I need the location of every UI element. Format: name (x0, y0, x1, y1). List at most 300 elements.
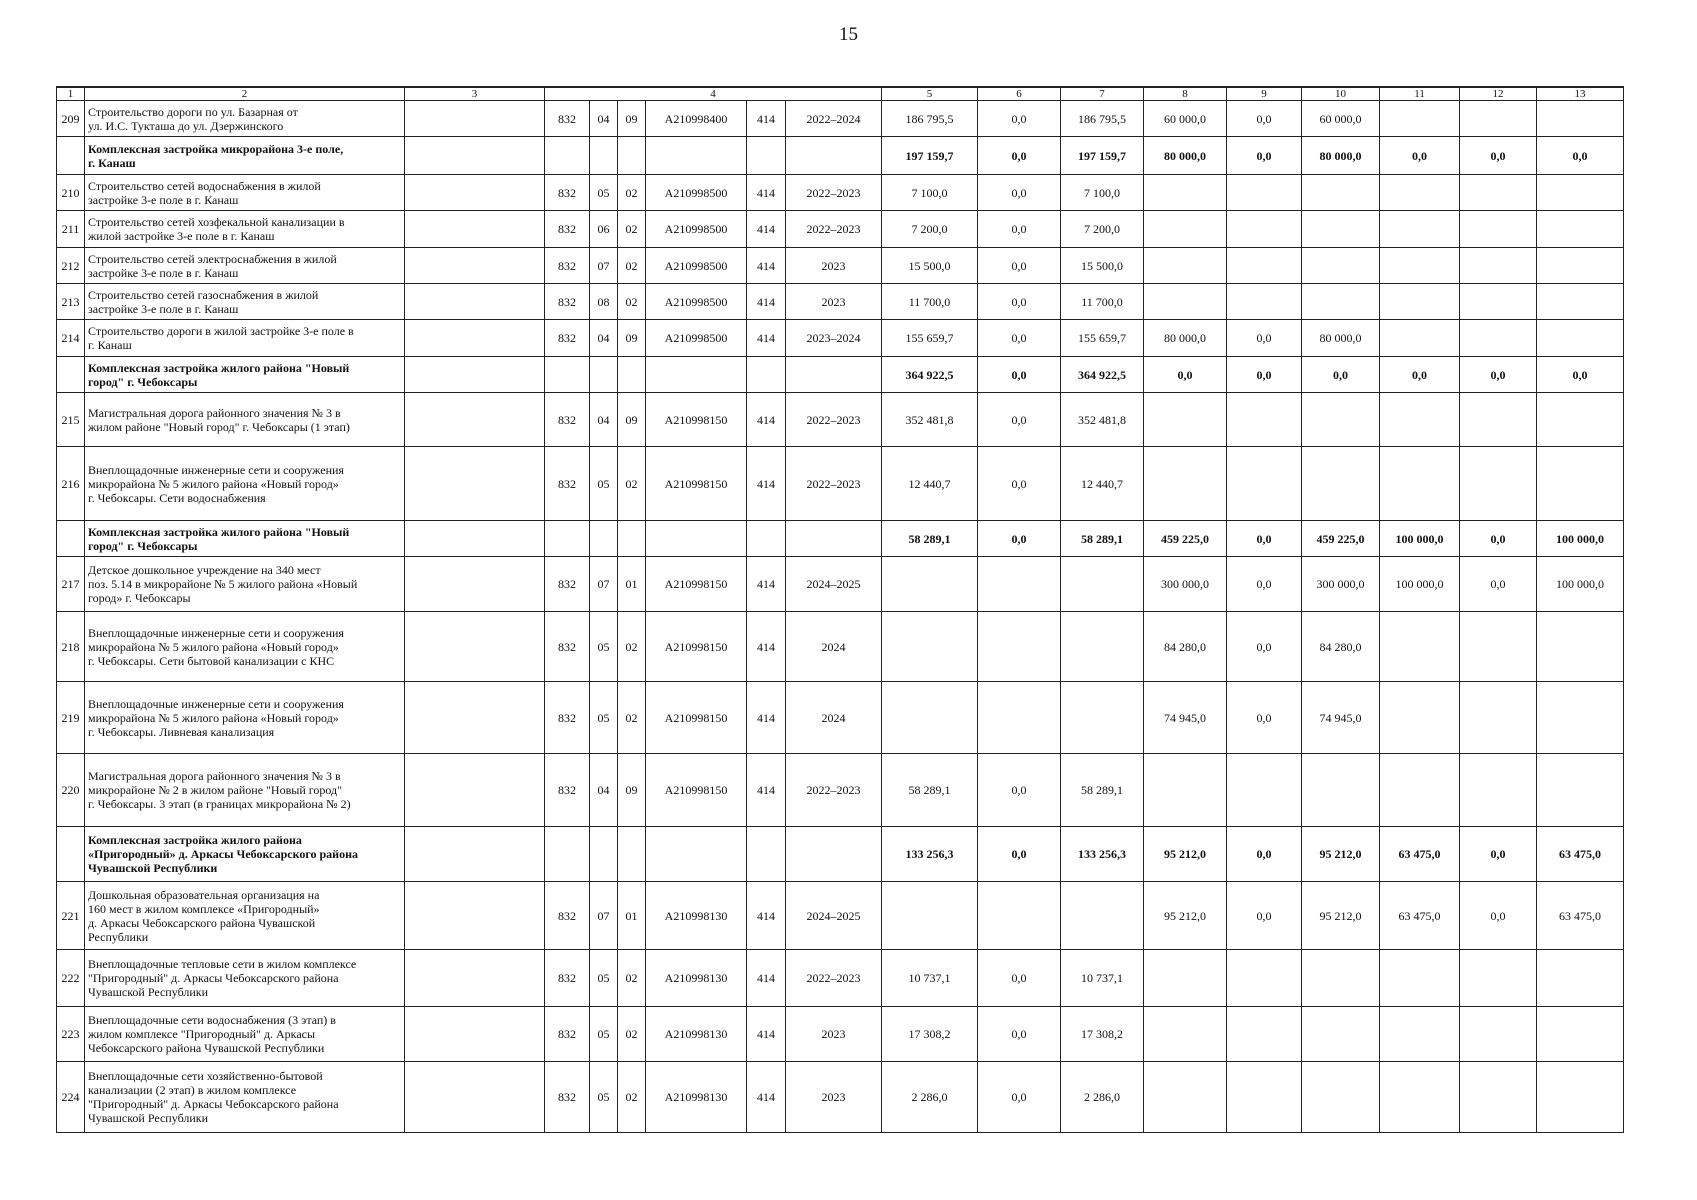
row-value-9 (1144, 248, 1227, 284)
row-code-target: А210998500 (646, 320, 747, 357)
row-value-13: 0,0 (1460, 137, 1537, 175)
row-value-10: 0,0 (1227, 137, 1302, 175)
row-value-8: 364 922,5 (1061, 357, 1144, 393)
row-description: Внеплощадочные инженерные сети и сооружения микрорайона № 5 жилого района «Новый город» г. Чебоксары. Сети водоснабжения (85, 447, 405, 521)
row-value-10: 0,0 (1227, 827, 1302, 882)
row-number: 220 (57, 754, 85, 827)
row-code-subsection: 02 (618, 248, 646, 284)
row-code-target: А210998500 (646, 248, 747, 284)
row-value-6 (882, 682, 978, 754)
row-code-target: А210998500 (646, 284, 747, 320)
row-value-12 (1380, 211, 1460, 248)
row-code-expense: 414 (747, 882, 786, 950)
row-number: 219 (57, 682, 85, 754)
row-description: Комплексная застройка микрорайона 3-е поле, г. Канаш (85, 137, 405, 175)
row-code-subsection (618, 521, 646, 557)
row-value-7: 0,0 (978, 101, 1061, 137)
table-row (57, 447, 1624, 521)
row-value-12 (1380, 1062, 1460, 1133)
row-code-section: 04 (590, 101, 618, 137)
row-value-7: 0,0 (978, 357, 1061, 393)
row-value-14 (1537, 682, 1624, 754)
row-value-7: 0,0 (978, 393, 1061, 447)
row-years: 2023 (786, 1062, 882, 1133)
row-code-ministry: 832 (545, 447, 590, 521)
row-description: Магистральная дорога районного значения № 3 в жилом районе "Новый город" г. Чебоксары (1 этап) (85, 393, 405, 447)
row-value-11 (1302, 1007, 1380, 1062)
row-value-13 (1460, 320, 1537, 357)
row-value-10 (1227, 284, 1302, 320)
row-value-14 (1537, 1007, 1624, 1062)
row-years: 2022–2023 (786, 754, 882, 827)
row-col3 (405, 612, 545, 682)
row-code-section (590, 521, 618, 557)
row-description: Строительство дороги по ул. Базарная от ул. И.С. Тукташа до ул. Дзержинского (85, 101, 405, 137)
row-col3 (405, 137, 545, 175)
row-years: 2023 (786, 284, 882, 320)
row-value-12 (1380, 393, 1460, 447)
row-code-subsection: 02 (618, 211, 646, 248)
row-value-6: 7 100,0 (882, 175, 978, 211)
row-code-expense: 414 (747, 447, 786, 521)
row-value-13 (1460, 1007, 1537, 1062)
row-years: 2022–2024 (786, 101, 882, 137)
row-number (57, 827, 85, 882)
row-code-ministry (545, 827, 590, 882)
table-row (57, 882, 1624, 950)
row-value-12 (1380, 1007, 1460, 1062)
row-code-ministry (545, 137, 590, 175)
row-code-target: А210998130 (646, 882, 747, 950)
row-number: 222 (57, 950, 85, 1007)
row-value-6: 10 737,1 (882, 950, 978, 1007)
table-row (57, 175, 1624, 211)
row-value-11: 459 225,0 (1302, 521, 1380, 557)
row-value-11 (1302, 754, 1380, 827)
col-header-10: 10 (1302, 87, 1380, 101)
row-value-8: 155 659,7 (1061, 320, 1144, 357)
row-value-11 (1302, 248, 1380, 284)
row-value-8: 7 100,0 (1061, 175, 1144, 211)
row-col3 (405, 827, 545, 882)
table-row (57, 557, 1624, 612)
table-row (57, 320, 1624, 357)
row-value-8: 15 500,0 (1061, 248, 1144, 284)
row-value-12 (1380, 612, 1460, 682)
row-value-11 (1302, 447, 1380, 521)
row-code-expense: 414 (747, 248, 786, 284)
row-code-ministry: 832 (545, 320, 590, 357)
row-value-14: 0,0 (1537, 357, 1624, 393)
row-value-9 (1144, 1007, 1227, 1062)
col-header-4: 4 (545, 87, 882, 101)
budget-table (56, 86, 1624, 1133)
table-row (57, 284, 1624, 320)
row-code-ministry: 832 (545, 393, 590, 447)
row-years: 2024–2025 (786, 557, 882, 612)
row-value-9 (1144, 950, 1227, 1007)
row-value-9: 74 945,0 (1144, 682, 1227, 754)
row-years: 2023–2024 (786, 320, 882, 357)
group-row (57, 521, 1624, 557)
table-row (57, 101, 1624, 137)
row-value-8: 186 795,5 (1061, 101, 1144, 137)
row-code-subsection: 02 (618, 682, 646, 754)
row-value-6: 186 795,5 (882, 101, 978, 137)
table-row (57, 612, 1624, 682)
row-value-9: 60 000,0 (1144, 101, 1227, 137)
row-code-section: 05 (590, 1007, 618, 1062)
row-value-11: 80 000,0 (1302, 320, 1380, 357)
row-value-11: 0,0 (1302, 357, 1380, 393)
col-header-11: 11 (1380, 87, 1460, 101)
row-value-6: 58 289,1 (882, 754, 978, 827)
row-value-13 (1460, 447, 1537, 521)
row-value-14 (1537, 950, 1624, 1007)
row-value-13 (1460, 101, 1537, 137)
row-code-subsection: 09 (618, 101, 646, 137)
row-code-ministry (545, 357, 590, 393)
row-value-14 (1537, 754, 1624, 827)
row-col3 (405, 557, 545, 612)
row-value-7: 0,0 (978, 950, 1061, 1007)
row-code-section: 07 (590, 882, 618, 950)
row-years: 2022–2023 (786, 175, 882, 211)
row-description: Комплексная застройка жилого района "Новый город" г. Чебоксары (85, 521, 405, 557)
page-number: 15 (839, 24, 858, 45)
row-code-expense: 414 (747, 211, 786, 248)
row-value-8 (1061, 612, 1144, 682)
row-value-11: 80 000,0 (1302, 137, 1380, 175)
row-value-14 (1537, 1062, 1624, 1133)
row-value-7 (978, 612, 1061, 682)
row-code-section (590, 357, 618, 393)
row-description: Дошкольная образовательная организация на 160 мест в жилом комплексе «Пригородный» д. Аркасы Чебоксарского района Чувашской Республики (85, 882, 405, 950)
row-code-target: А210998150 (646, 682, 747, 754)
col-header-5: 5 (882, 87, 978, 101)
row-code-ministry: 832 (545, 882, 590, 950)
row-number (57, 137, 85, 175)
row-code-target: А210998130 (646, 1062, 747, 1133)
row-code-ministry: 832 (545, 101, 590, 137)
row-value-14 (1537, 284, 1624, 320)
row-description: Комплексная застройка жилого района "Новый город" г. Чебоксары (85, 357, 405, 393)
row-description: Комплексная застройка жилого района «Пригородный» д. Аркасы Чебоксарского района Чувашской Республики (85, 827, 405, 882)
row-value-7 (978, 682, 1061, 754)
row-value-14: 63 475,0 (1537, 882, 1624, 950)
row-value-10: 0,0 (1227, 612, 1302, 682)
row-description: Строительство сетей водоснабжения в жилой застройке 3-е поле в г. Канаш (85, 175, 405, 211)
row-value-10: 0,0 (1227, 521, 1302, 557)
row-value-6: 133 256,3 (882, 827, 978, 882)
row-col3 (405, 521, 545, 557)
row-value-7: 0,0 (978, 175, 1061, 211)
row-value-12: 0,0 (1380, 137, 1460, 175)
row-value-13 (1460, 175, 1537, 211)
row-col3 (405, 284, 545, 320)
row-years: 2024–2025 (786, 882, 882, 950)
row-code-subsection (618, 137, 646, 175)
col-header-12: 12 (1460, 87, 1537, 101)
row-description: Магистральная дорога районного значения № 3 в микрорайоне № 2 в жилом районе "Новый город" г. Чебоксары. 3 этап (в границах микрорайона № 2) (85, 754, 405, 827)
row-description: Внеплощадочные сети водоснабжения (3 этап) в жилом комплексе "Пригородный" д. Аркасы Чебоксарского района Чувашской Республики (85, 1007, 405, 1062)
row-value-6 (882, 612, 978, 682)
row-value-10: 0,0 (1227, 101, 1302, 137)
row-value-7: 0,0 (978, 447, 1061, 521)
row-value-6 (882, 557, 978, 612)
row-value-7: 0,0 (978, 521, 1061, 557)
row-code-subsection: 09 (618, 320, 646, 357)
row-code-expense: 414 (747, 320, 786, 357)
row-code-expense: 414 (747, 950, 786, 1007)
row-code-subsection: 02 (618, 284, 646, 320)
row-value-6: 11 700,0 (882, 284, 978, 320)
row-value-12 (1380, 175, 1460, 211)
row-value-8: 133 256,3 (1061, 827, 1144, 882)
row-code-target (646, 357, 747, 393)
row-value-10: 0,0 (1227, 357, 1302, 393)
table-row (57, 682, 1624, 754)
row-description: Внеплощадочные сети хозяйственно-бытовой канализации (2 этап) в жилом комплексе "Пригородный" д. Аркасы Чебоксарского района Чувашской Республики (85, 1062, 405, 1133)
row-col3 (405, 754, 545, 827)
row-value-14 (1537, 248, 1624, 284)
col-header-6: 6 (978, 87, 1061, 101)
row-value-9: 84 280,0 (1144, 612, 1227, 682)
table-row (57, 950, 1624, 1007)
row-code-target: А210998130 (646, 1007, 747, 1062)
row-col3 (405, 682, 545, 754)
row-code-target: А210998500 (646, 211, 747, 248)
row-value-9 (1144, 447, 1227, 521)
row-value-14: 100 000,0 (1537, 521, 1624, 557)
row-value-13: 0,0 (1460, 557, 1537, 612)
row-years: 2022–2023 (786, 211, 882, 248)
row-code-expense (747, 827, 786, 882)
row-code-expense: 414 (747, 1062, 786, 1133)
row-value-8: 17 308,2 (1061, 1007, 1144, 1062)
table-row (57, 754, 1624, 827)
row-code-expense: 414 (747, 612, 786, 682)
row-number: 218 (57, 612, 85, 682)
row-value-6: 58 289,1 (882, 521, 978, 557)
row-value-12: 100 000,0 (1380, 557, 1460, 612)
row-value-14 (1537, 612, 1624, 682)
row-years (786, 521, 882, 557)
row-value-12 (1380, 447, 1460, 521)
row-number: 221 (57, 882, 85, 950)
row-number: 212 (57, 248, 85, 284)
row-code-target: А210998150 (646, 447, 747, 521)
row-value-10: 0,0 (1227, 557, 1302, 612)
row-value-7: 0,0 (978, 284, 1061, 320)
row-code-ministry: 832 (545, 682, 590, 754)
row-value-10 (1227, 393, 1302, 447)
row-value-7: 0,0 (978, 320, 1061, 357)
row-value-11: 84 280,0 (1302, 612, 1380, 682)
row-description: Строительство дороги в жилой застройке 3-е поле в г. Канаш (85, 320, 405, 357)
row-years (786, 357, 882, 393)
row-value-9 (1144, 393, 1227, 447)
row-value-12 (1380, 101, 1460, 137)
row-value-14 (1537, 175, 1624, 211)
row-code-target (646, 827, 747, 882)
row-description: Внеплощадочные тепловые сети в жилом комплексе "Пригородный" д. Аркасы Чебоксарского района Чувашской Республики (85, 950, 405, 1007)
row-code-section: 05 (590, 1062, 618, 1133)
row-code-section (590, 827, 618, 882)
row-code-ministry: 832 (545, 612, 590, 682)
row-code-target: А210998500 (646, 175, 747, 211)
row-value-8 (1061, 682, 1144, 754)
row-code-expense (747, 357, 786, 393)
row-value-12: 100 000,0 (1380, 521, 1460, 557)
row-value-14 (1537, 211, 1624, 248)
row-value-9 (1144, 754, 1227, 827)
row-code-expense: 414 (747, 101, 786, 137)
row-code-expense: 414 (747, 393, 786, 447)
row-value-12 (1380, 248, 1460, 284)
row-code-ministry (545, 521, 590, 557)
row-value-11 (1302, 175, 1380, 211)
row-value-9 (1144, 175, 1227, 211)
row-description: Детское дошкольное учреждение на 340 мест поз. 5.14 в микрорайоне № 5 жилого района «Новый город» г. Чебоксары (85, 557, 405, 612)
row-years: 2024 (786, 682, 882, 754)
row-value-7: 0,0 (978, 248, 1061, 284)
row-code-target (646, 521, 747, 557)
col-header-3: 3 (405, 87, 545, 101)
row-value-13: 0,0 (1460, 882, 1537, 950)
row-description: Внеплощадочные инженерные сети и сооружения микрорайона № 5 жилого района «Новый город» г. Чебоксары. Сети бытовой канализации с КНС (85, 612, 405, 682)
row-code-target: А210998150 (646, 754, 747, 827)
row-col3 (405, 1062, 545, 1133)
row-years: 2023 (786, 248, 882, 284)
row-code-subsection: 02 (618, 1007, 646, 1062)
row-code-expense: 414 (747, 557, 786, 612)
row-code-expense (747, 521, 786, 557)
group-row (57, 357, 1624, 393)
row-number: 209 (57, 101, 85, 137)
row-value-12 (1380, 284, 1460, 320)
row-code-section: 08 (590, 284, 618, 320)
row-code-subsection: 01 (618, 557, 646, 612)
row-code-ministry: 832 (545, 175, 590, 211)
row-value-8: 12 440,7 (1061, 447, 1144, 521)
row-code-subsection: 02 (618, 447, 646, 521)
row-value-13 (1460, 393, 1537, 447)
row-code-target: А210998400 (646, 101, 747, 137)
row-value-7 (978, 557, 1061, 612)
row-number: 216 (57, 447, 85, 521)
row-value-13: 0,0 (1460, 827, 1537, 882)
row-number (57, 521, 85, 557)
row-code-ministry: 832 (545, 950, 590, 1007)
row-code-ministry: 832 (545, 754, 590, 827)
row-value-10 (1227, 1062, 1302, 1133)
row-code-ministry: 832 (545, 1062, 590, 1133)
row-col3 (405, 175, 545, 211)
row-code-subsection: 02 (618, 1062, 646, 1133)
row-value-9 (1144, 284, 1227, 320)
row-value-13 (1460, 1062, 1537, 1133)
row-value-10: 0,0 (1227, 320, 1302, 357)
row-code-subsection: 01 (618, 882, 646, 950)
row-value-8: 352 481,8 (1061, 393, 1144, 447)
row-value-13: 0,0 (1460, 357, 1537, 393)
row-number (57, 357, 85, 393)
row-value-6: 15 500,0 (882, 248, 978, 284)
row-code-subsection: 02 (618, 175, 646, 211)
row-code-subsection: 02 (618, 612, 646, 682)
row-code-expense: 414 (747, 175, 786, 211)
row-description: Строительство сетей электроснабжения в жилой застройке 3-е поле в г. Канаш (85, 248, 405, 284)
table-row (57, 393, 1624, 447)
row-value-7: 0,0 (978, 827, 1061, 882)
row-code-section: 05 (590, 175, 618, 211)
row-value-14: 0,0 (1537, 137, 1624, 175)
row-code-target: А210998150 (646, 612, 747, 682)
row-code-expense (747, 137, 786, 175)
row-value-13 (1460, 754, 1537, 827)
row-description: Строительство сетей хозфекальной канализации в жилой застройке 3-е поле в г. Канаш (85, 211, 405, 248)
row-value-9: 459 225,0 (1144, 521, 1227, 557)
row-value-11: 60 000,0 (1302, 101, 1380, 137)
row-code-ministry: 832 (545, 284, 590, 320)
row-value-11: 300 000,0 (1302, 557, 1380, 612)
row-value-6: 352 481,8 (882, 393, 978, 447)
row-value-12 (1380, 754, 1460, 827)
row-value-12: 63 475,0 (1380, 882, 1460, 950)
row-value-9: 0,0 (1144, 357, 1227, 393)
row-value-6: 7 200,0 (882, 211, 978, 248)
row-description: Строительство сетей газоснабжения в жилой застройке 3-е поле в г. Канаш (85, 284, 405, 320)
row-value-11: 95 212,0 (1302, 827, 1380, 882)
row-value-6: 2 286,0 (882, 1062, 978, 1133)
col-header-13: 13 (1537, 87, 1624, 101)
row-value-13 (1460, 211, 1537, 248)
row-value-14 (1537, 447, 1624, 521)
row-value-7: 0,0 (978, 1007, 1061, 1062)
col-header-9: 9 (1227, 87, 1302, 101)
row-value-11 (1302, 211, 1380, 248)
row-value-11: 74 945,0 (1302, 682, 1380, 754)
row-number: 217 (57, 557, 85, 612)
row-value-11 (1302, 950, 1380, 1007)
row-value-13 (1460, 950, 1537, 1007)
row-col3 (405, 101, 545, 137)
row-col3 (405, 393, 545, 447)
row-col3 (405, 882, 545, 950)
row-value-6: 17 308,2 (882, 1007, 978, 1062)
row-value-7: 0,0 (978, 1062, 1061, 1133)
row-value-10: 0,0 (1227, 682, 1302, 754)
row-code-subsection: 02 (618, 950, 646, 1007)
row-code-ministry: 832 (545, 557, 590, 612)
row-code-expense: 414 (747, 284, 786, 320)
row-code-section: 04 (590, 320, 618, 357)
row-value-8: 7 200,0 (1061, 211, 1144, 248)
col-header-7: 7 (1061, 87, 1144, 101)
table-row (57, 211, 1624, 248)
row-value-8: 11 700,0 (1061, 284, 1144, 320)
row-value-13 (1460, 248, 1537, 284)
row-code-expense: 414 (747, 754, 786, 827)
row-value-14 (1537, 393, 1624, 447)
row-code-target: А210998130 (646, 950, 747, 1007)
row-value-6: 364 922,5 (882, 357, 978, 393)
row-years (786, 137, 882, 175)
row-value-11 (1302, 393, 1380, 447)
row-value-7: 0,0 (978, 211, 1061, 248)
row-number: 211 (57, 211, 85, 248)
